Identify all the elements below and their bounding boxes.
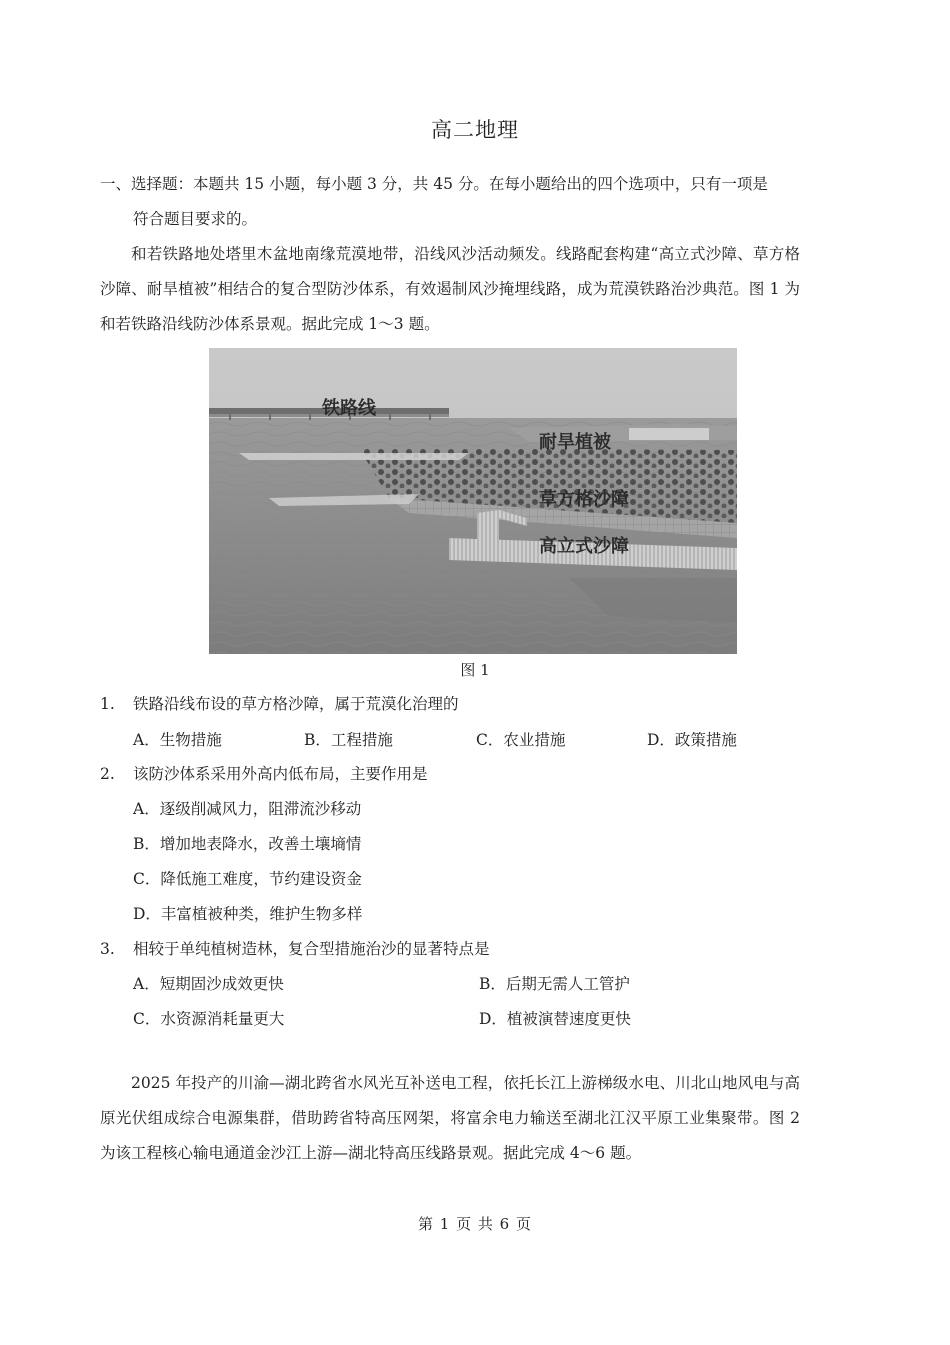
option: D．植被演替速度更快 — [479, 1010, 631, 1028]
option: B．后期无需人工管护 — [479, 975, 630, 993]
label-vegetation: 耐旱植被 — [539, 432, 611, 453]
option: A．短期固沙成效更快 — [133, 975, 284, 993]
figure-1-caption: 图 1 — [460, 661, 490, 679]
question-stem: 铁路沿线布设的草方格沙障，属于荒漠化治理的 — [133, 695, 459, 713]
question-number: 3. — [100, 940, 115, 958]
label-railway: 铁路线 — [322, 398, 376, 419]
option: B．增加地表降水，改善土壤墒情 — [133, 835, 362, 853]
passage-1: 和若铁路地处塔里木盆地南缘荒漠地带，沿线风沙活动频发。线路配套构建“高立式沙障、草方格沙障、耐旱植被”相结合的复合型防沙体系，有效遏制风沙掩埋线路，成为荒漠铁路治沙典范。图 1 为和若铁路沿线防沙体系景观。据此完成 1～3 题。 — [100, 245, 800, 333]
option: A．逐级削减风力，阻滞流沙移动 — [133, 800, 362, 818]
label-high-barrier: 高立式沙障 — [539, 536, 629, 557]
question-number: 1. — [100, 695, 115, 713]
option: A．生物措施 — [133, 731, 222, 749]
option: C．水资源消耗量更大 — [133, 1010, 285, 1028]
option: C．降低施工难度，节约建设资金 — [133, 870, 362, 888]
page-title: 高二地理 — [431, 118, 519, 142]
option: D．政策措施 — [647, 731, 737, 749]
section-heading-continued: 符合题目要求的。 — [133, 210, 258, 228]
option: D．丰富植被种类，维护生物多样 — [133, 905, 363, 923]
page-footer: 第 1 页 共 6 页 — [418, 1215, 532, 1233]
section-heading: 一、选择题：本题共 15 小题，每小题 3 分，共 45 分。在每小题给出的四个选项中，只有一项是 — [100, 175, 768, 193]
figure-1-photo — [209, 348, 737, 654]
question-stem: 相较于单纯植树造林，复合型措施治沙的显著特点是 — [133, 940, 490, 958]
option: B．工程措施 — [304, 731, 393, 749]
passage-2: 2025 年投产的川渝—湖北跨省水风光互补送电工程，依托长江上游梯级水电、川北山地风电与高原光伏组成综合电源集群，借助跨省特高压网架，将富余电力输送至湖北江汉平原工业集聚带。图 2 为该工程核心输电通道金沙江上游—湖北特高压线路景观。据此完成 4～6 题。 — [100, 1074, 800, 1162]
label-grass-grid: 草方格沙障 — [539, 489, 629, 510]
option: C．农业措施 — [476, 731, 566, 749]
question-number: 2. — [100, 765, 115, 783]
question-stem: 该防沙体系采用外高内低布局，主要作用是 — [133, 765, 428, 783]
